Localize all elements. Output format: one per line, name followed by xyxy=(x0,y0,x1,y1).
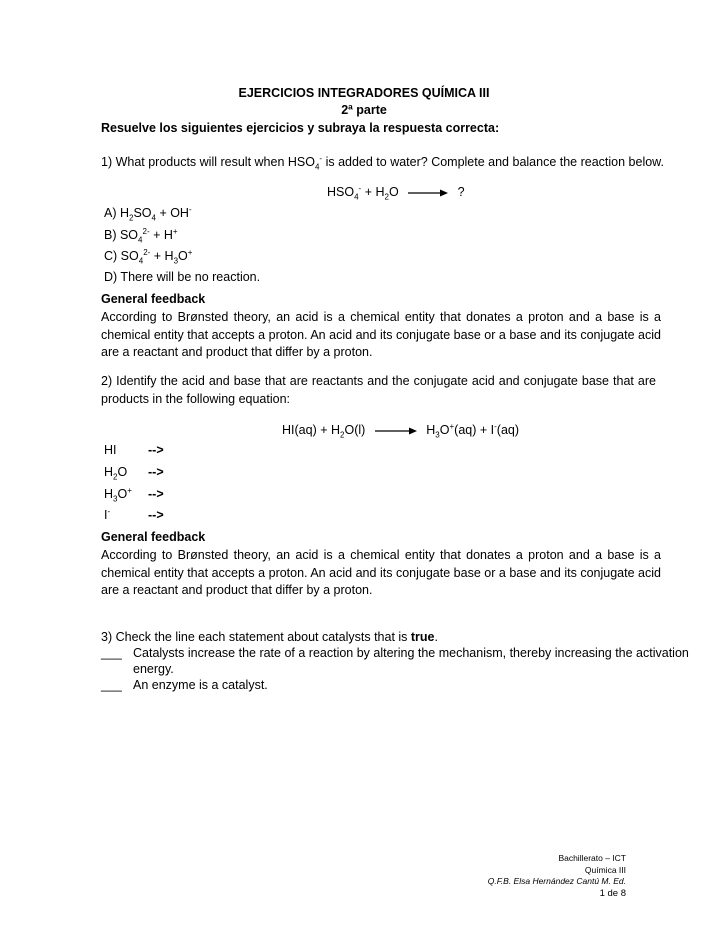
footer-line-2: Química III xyxy=(584,864,626,875)
reaction-arrow-icon xyxy=(406,188,450,198)
question-2: 2) Identify the acid and base that are reactants and the conjugate acid and conjugate base that are products in the following equation: xyxy=(101,374,656,406)
page-number: 1 de 8 xyxy=(599,887,626,899)
document-title: EJERCICIOS INTEGRADORES QUÍMICA III xyxy=(238,86,490,100)
q2-arrow-h3o: --> xyxy=(148,487,164,501)
q3-item-1-text-cont: energy. xyxy=(133,662,174,676)
q2-row-hi: HI xyxy=(104,443,117,457)
equation-arrow-icon xyxy=(373,426,419,436)
q1-option-d[interactable]: D) There will be no reaction. xyxy=(104,270,261,284)
q2-row-h2o: $H_2O$ xyxy=(104,465,128,482)
q2-equation: $HI(aq) + H_2O(l) H_3O^+(aq) + I^-(aq)$ xyxy=(282,421,520,440)
q2-feedback-title: General feedback xyxy=(101,530,206,544)
q2-arrow-hi: --> xyxy=(148,443,164,457)
q1-feedback-title: General feedback xyxy=(101,292,206,306)
footer xyxy=(488,853,626,899)
q2-feedback-text: According to Brønsted theory, an acid is a chemical entity that donates a proton and a base is a chemical entity that accepts a proton. An acid and its conjugate base or a base and its conjugate acid are a reactant and product that differ by a proton. xyxy=(101,548,661,597)
q1-option-b[interactable]: B) $SO_4^{2-} + H^+$ xyxy=(104,226,178,245)
footer-line-3: Q.F.B. Elsa Hernández Cantú M. Ed. xyxy=(487,876,626,886)
question-1: 1) What products will result when $HSO_4^-$ is added to water? Complete and balance the reaction below. xyxy=(101,153,664,172)
q3-item-2-text: An enzyme is a catalyst. xyxy=(133,678,268,692)
q1-reaction: $HSO_4^- + H_2O$ ? xyxy=(327,183,465,202)
q2-row-h3o: $H_3O^+$ xyxy=(104,485,132,504)
q1-option-a[interactable]: A) $H_2SO_4 + OH^-$ xyxy=(104,204,192,223)
footer-line-1: Bachillerato – ICT xyxy=(558,853,626,863)
q3-item-1-text: Catalysts increase the rate of a reaction by altering the mechanism, thereby increasing the activation xyxy=(133,646,689,660)
q1-option-c[interactable]: C) $SO_4^{2-} + H_3O^+$ xyxy=(104,247,193,266)
q3-item-2-blank[interactable]: ___ xyxy=(101,678,122,692)
q1-feedback-text: According to Brønsted theory, an acid is a chemical entity that donates a proton and a base is a chemical entity that accepts a proton. An acid and its conjugate base or a base and its conjugate acid are a reactant and product that differ by a proton. xyxy=(101,310,661,359)
q2-row-i: I- xyxy=(104,506,111,522)
q3-item-1-blank[interactable]: ___ xyxy=(101,646,122,660)
document-subtitle: 2ª parte xyxy=(341,103,387,117)
q2-arrow-h2o: --> xyxy=(148,465,164,479)
q2-arrow-i: --> xyxy=(148,508,164,522)
instruction-text: Resuelve los siguientes ejercicios y subraya la respuesta correcta: xyxy=(101,121,500,135)
question-3: 3) Check the line each statement about catalysts that is true. xyxy=(101,630,438,644)
